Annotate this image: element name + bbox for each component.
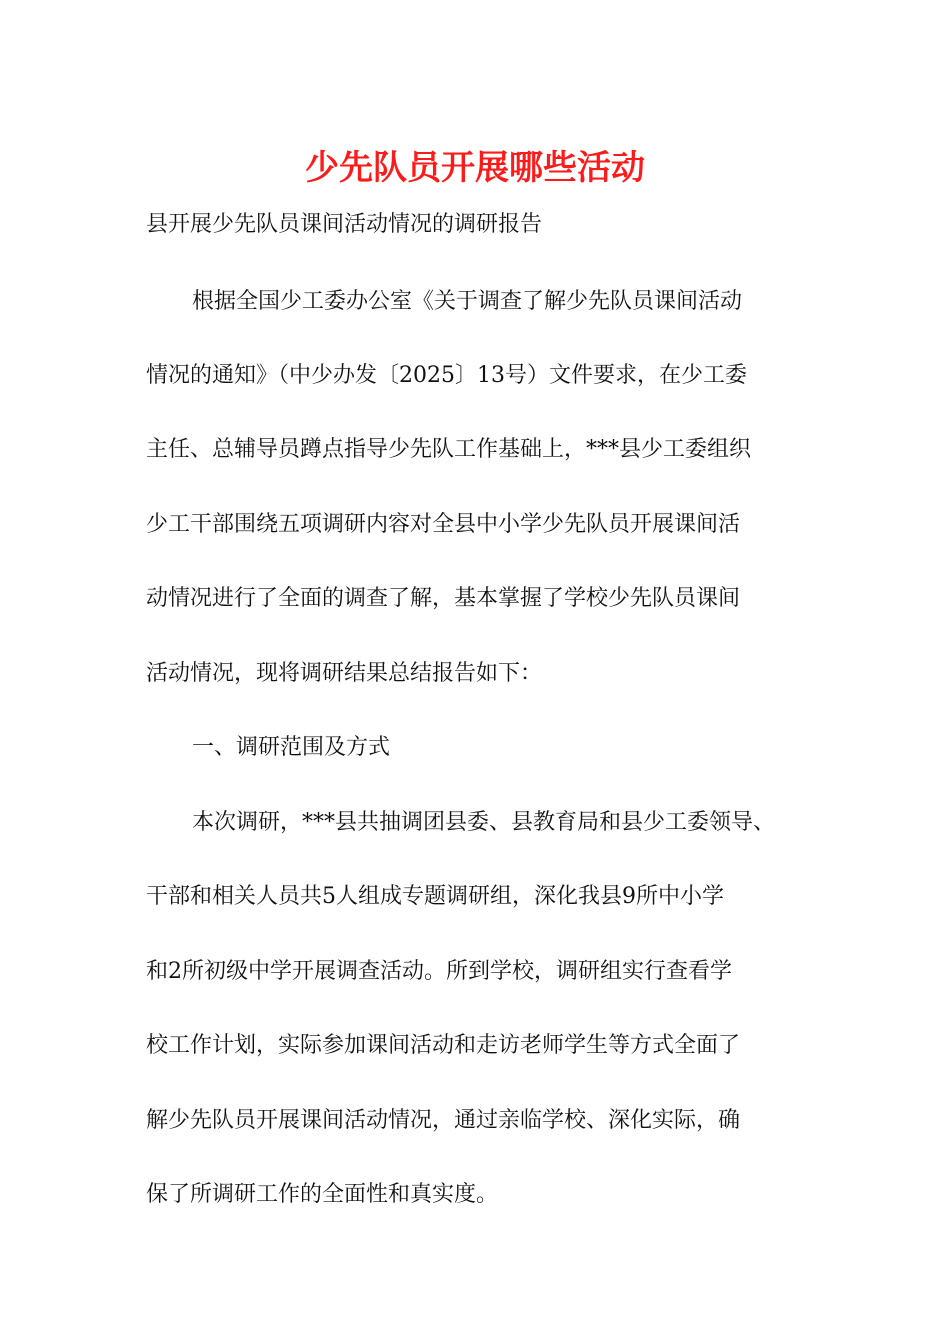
paragraph-line: 和2所初级中学开展调查活动。所到学校，调研组实行查看学 xyxy=(146,959,732,984)
document-title: 少先队员开展哪些活动 xyxy=(305,148,645,188)
paragraph-line: 保了所调研工作的全面性和真实度。 xyxy=(146,1182,499,1207)
section-heading: 一、调研范围及方式 xyxy=(192,735,391,760)
paragraph-line: 主任、总辅导员蹲点指导少先队工作基础上，***县少工委组织 xyxy=(146,437,752,462)
paragraph-line: 干部和相关人员共5人组成专题调研组，深化我县9所中小学 xyxy=(146,884,724,909)
paragraph-line: 根据全国少工委办公室《关于调查了解少先队员课间活动 xyxy=(192,289,743,314)
paragraph-line: 动情况进行了全面的调查了解，基本掌握了学校少先队员课间 xyxy=(146,586,741,611)
paragraph-line: 少工干部围绕五项调研内容对全县中小学少先队员开展课间活 xyxy=(146,512,741,537)
paragraph-line: 校工作计划，实际参加课间活动和走访老师学生等方式全面了 xyxy=(146,1033,741,1058)
paragraph-line: 情况的通知》（中少办发〔2025〕13号）文件要求，在少工委 xyxy=(146,363,747,388)
document-subtitle: 县开展少先队员课间活动情况的调研报告 xyxy=(146,212,543,237)
paragraph-line: 本次调研，***县共抽调团县委、县教育局和县少工委领导、 xyxy=(192,810,776,835)
paragraph-line: 解少先队员开展课间活动情况，通过亲临学校、深化实际，确 xyxy=(146,1108,741,1133)
paragraph-line: 活动情况，现将调研结果总结报告如下： xyxy=(146,661,543,686)
